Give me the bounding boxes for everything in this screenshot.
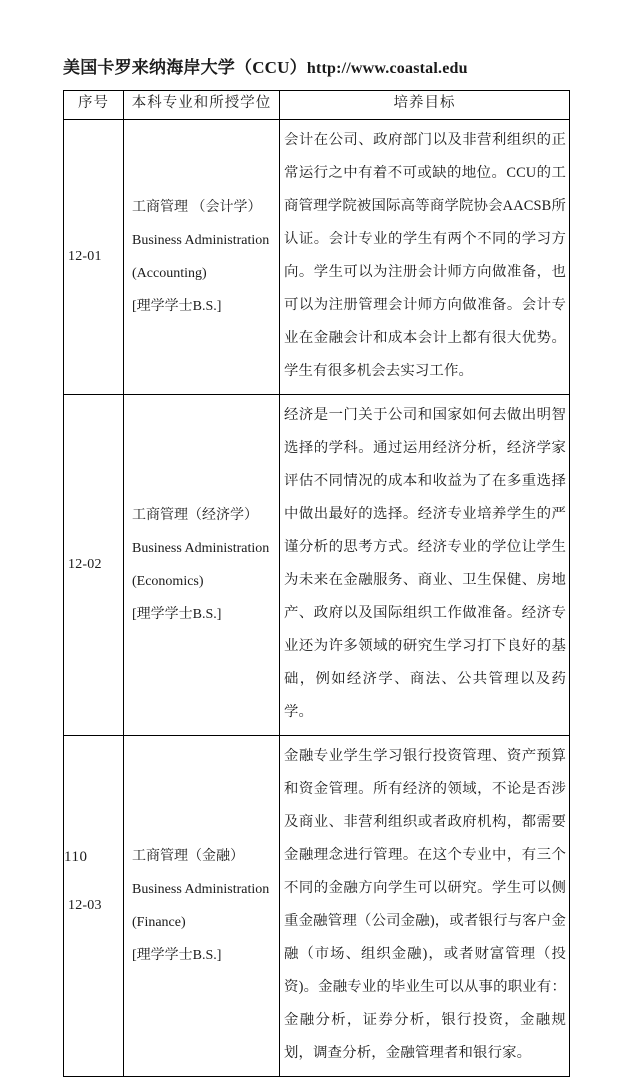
major-degree: [理学学士B.S.] — [132, 607, 222, 622]
table-row — [64, 395, 570, 736]
major-name-cn: 工商管理（经济学） — [132, 508, 258, 523]
row-major — [124, 395, 280, 736]
major-name-cn: 工商管理 （会计学） — [132, 200, 262, 215]
row-number: 12-01 — [64, 120, 124, 395]
major-degree: [理学学士B.S.] — [132, 948, 222, 963]
major-name-en: Business Administration — [132, 541, 270, 556]
major-name-en-2: (Finance) — [132, 915, 186, 930]
column-header-number: 序号 — [64, 91, 124, 120]
major-name-cn: 工商管理（金融） — [132, 849, 244, 864]
table-row — [64, 120, 570, 395]
major-name-en-2: (Economics) — [132, 574, 204, 589]
majors-table — [63, 90, 570, 1077]
major-name-en-2: (Accounting) — [132, 266, 207, 281]
page-number: 110 — [64, 849, 88, 865]
university-name: 美国卡罗来纳海岸大学（CCU） — [63, 58, 307, 77]
row-goal: 会计在公司、政府部门以及非营利组织的正常运行之中有着不可或缺的地位。CCU的工商管理学院被国际高等商学院协会AACSB所认证。会计专业的学生有两个不同的学习方向。学生可以为注册会计师方向做准备，也可以为注册管理会计师方向做准备。会计专业在金融会计和成本会计上都有很大优势。学生有很多机会去实习工作。 — [280, 120, 570, 395]
column-header-major: 本科专业和所授学位 — [124, 91, 280, 120]
row-goal: 经济是一门关于公司和国家如何去做出明智选择的学科。通过运用经济分析，经济学家评估不同情况的成本和收益为了在多重选择中做出最好的选择。经济专业培养学生的严谨分析的思考方式。经济专业的学位让学生为未来在金融服务、商业、卫生保健、房地产、政府以及国际组织工作做准备。经济专业还为许多领域的研究生学习打下良好的基础，例如经济学、商法、公共管理以及药学。 — [280, 395, 570, 736]
row-major — [124, 120, 280, 395]
row-major — [124, 736, 280, 1077]
university-url: http://www.coastal.edu — [306, 60, 468, 77]
major-name-en: Business Administration — [132, 882, 270, 897]
document-header — [63, 58, 573, 78]
row-number: 12-03 — [64, 736, 124, 1077]
table-header-row — [64, 91, 570, 120]
major-name-en: Business Administration — [132, 233, 270, 248]
row-goal: 金融专业学生学习银行投资管理、资产预算和资金管理。所有经济的领域，不论是否涉及商业、非营利组织或者政府机构，都需要金融理念进行管理。在这个专业中，有三个不同的金融方向学生可以研究。学生可以侧重金融管理（公司金融)，或者银行与客户金融（市场、组织金融)，或者财富管理（投资)。金融专业的毕业生可以从事的职业有：金融分析，证券分析，银行投资，金融规划，调查分析，金融管理者和银行家。 — [280, 736, 570, 1077]
table-row — [64, 736, 570, 1077]
major-degree: [理学学士B.S.] — [132, 299, 222, 314]
row-number: 12-02 — [64, 395, 124, 736]
column-header-goal: 培养目标 — [280, 91, 570, 120]
